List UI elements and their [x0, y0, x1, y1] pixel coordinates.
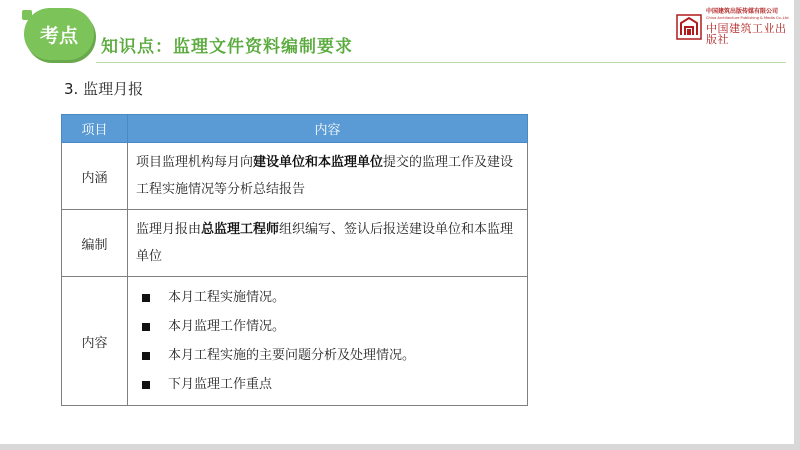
- row-label: 内容: [62, 277, 128, 406]
- list-item: [142, 283, 519, 312]
- list-item-text: 下月监理工作重点: [168, 377, 273, 392]
- publisher-logo: [676, 7, 789, 47]
- list-item: [142, 370, 519, 399]
- row-text: 提交的监理工作及建设工程实施情况等分析总结报告: [136, 155, 514, 197]
- publisher-logo-icon: [676, 14, 702, 40]
- row-text: 项目监理机构每月向: [136, 155, 254, 170]
- square-bullet-icon: [142, 323, 150, 331]
- row-text-bold: 总监理工程师: [201, 222, 280, 237]
- publisher-calligraphy: 中国建筑工业出版社: [706, 22, 787, 47]
- square-bullet-icon: [142, 381, 150, 389]
- row-text-bold: 建设单位和本监理单位: [253, 155, 384, 170]
- square-bullet-icon: [142, 352, 150, 360]
- row-content: [128, 210, 528, 277]
- row-text: 组织编写、签认后报送建设单位和本监理单位: [136, 222, 514, 264]
- row-content: [128, 143, 528, 210]
- row-content: [128, 277, 528, 406]
- row-label: 编制: [62, 210, 128, 277]
- list-item-text: 本月监理工作情况。: [168, 319, 286, 334]
- publisher-name-cn: 中国建筑出版传媒有限公司: [706, 7, 779, 15]
- content-list: [136, 283, 519, 399]
- header-content: 内容: [128, 115, 528, 143]
- list-item-text: 本月工程实施的主要问题分析及处理情况。: [168, 348, 416, 363]
- topic-badge: 考点: [24, 8, 94, 60]
- row-label: 内涵: [62, 143, 128, 210]
- header-item: 项目: [62, 115, 128, 143]
- square-bullet-icon: [142, 294, 150, 302]
- publisher-name-en: China Architecture Publishing & Media Co.,Ltd: [706, 15, 789, 20]
- list-item: [142, 312, 519, 341]
- table-header-row: [62, 115, 528, 143]
- table-row: [62, 143, 528, 210]
- row-text: 监理月报由: [136, 222, 202, 237]
- table-row: [62, 210, 528, 277]
- report-table: [61, 114, 528, 406]
- page-title: 知识点：监理文件资料编制要求: [101, 37, 353, 57]
- section-title: 3. 监理月报: [64, 80, 144, 98]
- table-row: [62, 277, 528, 406]
- list-item-text: 本月工程实施情况。: [168, 290, 286, 305]
- list-item: [142, 341, 519, 370]
- title-divider: [96, 62, 786, 63]
